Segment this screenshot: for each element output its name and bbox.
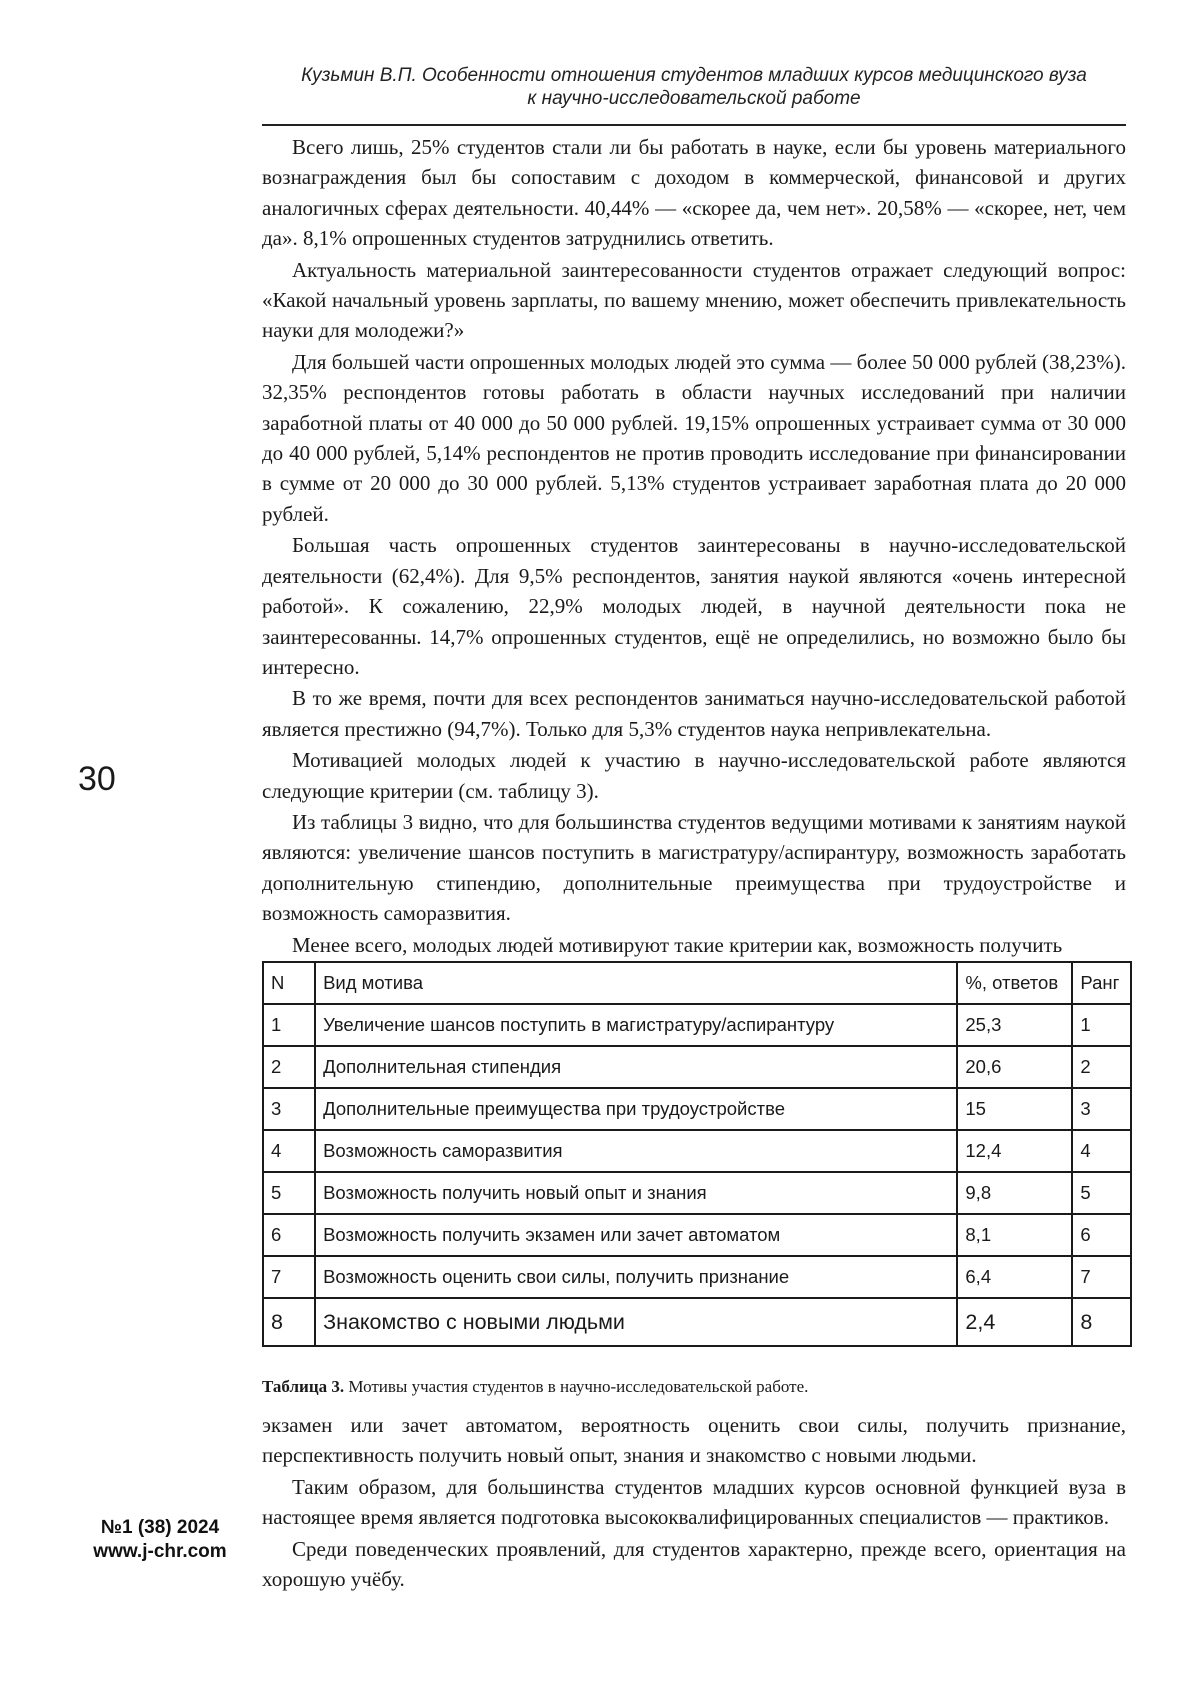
header-rule [262,124,1126,126]
table-cell: 3 [263,1088,315,1130]
caption-text: Мотивы участия студентов в научно-исследовательской работе. [344,1377,809,1396]
table-header-row [263,962,1131,1004]
table-cell: 5 [263,1172,315,1214]
table-cell: 8,1 [957,1214,1072,1256]
paragraph: Из таблицы 3 видно, что для большинства студентов ведущими мотивами к занятиям наукой являются: увеличение шансов поступить в магистратуру/аспирантуру, возможность заработать дополнительную стипендию, дополнительные преимущества при трудоустройстве и возможность саморазвития. [262,809,1126,926]
table-cell: 2 [1072,1046,1131,1088]
table-cell: 8 [1072,1298,1131,1346]
paragraph: Для большей части опрошенных молодых людей это сумма — более 50 000 рублей (38,23%). 32,35% респондентов готовы работать в области научных исследований при наличии заработной платы от 40 000 до 50 000 рублей. 19,15% опрошенных устраивает сумма от 30 000 до 40 000 рублей, 5,14% респондентов не против проводить исследование при финансировании в сумме от 20 000 до 30 000 рублей. 5,13% студентов устраивает заработная плата до 20 000 рублей. [262,349,1126,526]
table-row [263,1256,1131,1298]
table-row [263,1298,1131,1346]
table-caption [262,1376,1126,1398]
table-header-cell: Вид мотива [315,962,957,1004]
header-line-2: к научно-исследовательской работе [527,88,861,109]
table-row [263,1130,1131,1172]
table-cell: 6 [263,1214,315,1256]
table-cell: 2,4 [957,1298,1072,1346]
table-cell: Дополнительные преимущества при трудоустройстве [315,1088,957,1130]
table-cell: 12,4 [957,1130,1072,1172]
table-cell: 20,6 [957,1046,1072,1088]
table-header-cell: Ранг [1072,962,1131,1004]
table-cell: Возможность получить новый опыт и знания [315,1172,957,1214]
header-line-1: Кузьмин В.П. Особенности отношения студентов младших курсов медицинского вуза [301,65,1087,86]
table-cell: 6 [1072,1214,1131,1256]
table-row [263,1004,1131,1046]
paragraph: экзамен или зачет автоматом, вероятность оценить свои силы, получить признание, перспективность получить новый опыт, знания и знакомство с новыми людьми. [262,1413,1126,1468]
paragraph: Всего лишь, 25% студентов стали ли бы работать в науке, если бы уровень материального вознаграждения был бы сопоставим с доходом в коммерческой, финансовой и других аналогичных сферах деятельности. 40,44% — «скорее да, чем нет». 20,58% — «скорее, нет, чем да». 8,1% опрошенных студентов затруднились ответить. [262,135,1126,251]
table-cell: Возможность оценить свои силы, получить признание [315,1256,957,1298]
issue-number: №1 (38) 2024 [100,1517,220,1538]
main-text-continued [262,1410,1126,1595]
motives-table [262,961,1132,1347]
paragraph: В то же время, почти для всех респондентов заниматься научно-исследовательской работой является престижно (94,7%). Только для 5,3% студентов наука непривлекательна. [262,686,1126,741]
journal-footer [80,1516,240,1564]
paragraph: Среди поведенческих проявлений, для студентов характерно, прежде всего, ориентация на хорошую учёбу. [262,1536,1126,1592]
table-row [263,1172,1131,1214]
table-cell: 25,3 [957,1004,1072,1046]
table-row [263,1046,1131,1088]
table-cell: Увеличение шансов поступить в магистратуру/аспирантуру [315,1004,957,1046]
table-cell: 5 [1072,1172,1131,1214]
table-cell: 2 [263,1046,315,1088]
table-cell: 8 [263,1298,315,1346]
table-cell: Возможность саморазвития [315,1130,957,1172]
table-cell: 4 [1072,1130,1131,1172]
caption-label: Таблица 3. [262,1377,345,1396]
table-cell: Знакомство с новыми людьми [315,1298,957,1346]
table-header-cell: N [263,962,315,1004]
table-cell: 4 [263,1130,315,1172]
paragraph: Таким образом, для большинства студентов младших курсов основной функцией вуза в настоящее время является подготовка высококвалифицированных специалистов — практиков. [262,1474,1126,1530]
table-cell: 7 [1072,1256,1131,1298]
running-header [262,64,1126,110]
table-cell: 6,4 [957,1256,1072,1298]
table-row [263,1214,1131,1256]
table-cell: 7 [263,1256,315,1298]
table-cell: 15 [957,1088,1072,1130]
paragraph: Менее всего, молодых людей мотивируют такие критерии как, возможность получить [292,932,1063,957]
paragraph: Мотивацией молодых людей к участию в научно-исследовательской работе являются следующие критерии (см. таблицу 3). [262,748,1126,803]
table-header-cell: %, ответов [957,962,1072,1004]
main-text [262,132,1126,961]
table-cell: Возможность получить экзамен или зачет автоматом [315,1214,957,1256]
paragraph: Большая часть опрошенных студентов заинтересованы в научно-исследовательской деятельности (62,4%). Для 9,5% респондентов, занятия наукой являются «очень интересной работой». К сожалению, 22,9% молодых людей, в научной деятельности пока не заинтересованны. 14,7% опрошенных студентов, ещё не определились, но возможно было бы интересно. [262,533,1126,679]
table-cell: 1 [263,1004,315,1046]
table-cell: Дополнительная стипендия [315,1046,957,1088]
journal-website: www.j-chr.com [93,1541,227,1562]
table-cell: 9,8 [957,1172,1072,1214]
page-number: 30 [78,760,116,798]
table-cell: 3 [1072,1088,1131,1130]
table-row [263,1088,1131,1130]
table-cell: 1 [1072,1004,1131,1046]
paragraph: Актуальность материальной заинтересованности студентов отражает следующий вопрос: «Какой начальный уровень зарплаты, по вашему мнению, может обеспечить привлекательность науки для молодежи?» [262,257,1126,343]
